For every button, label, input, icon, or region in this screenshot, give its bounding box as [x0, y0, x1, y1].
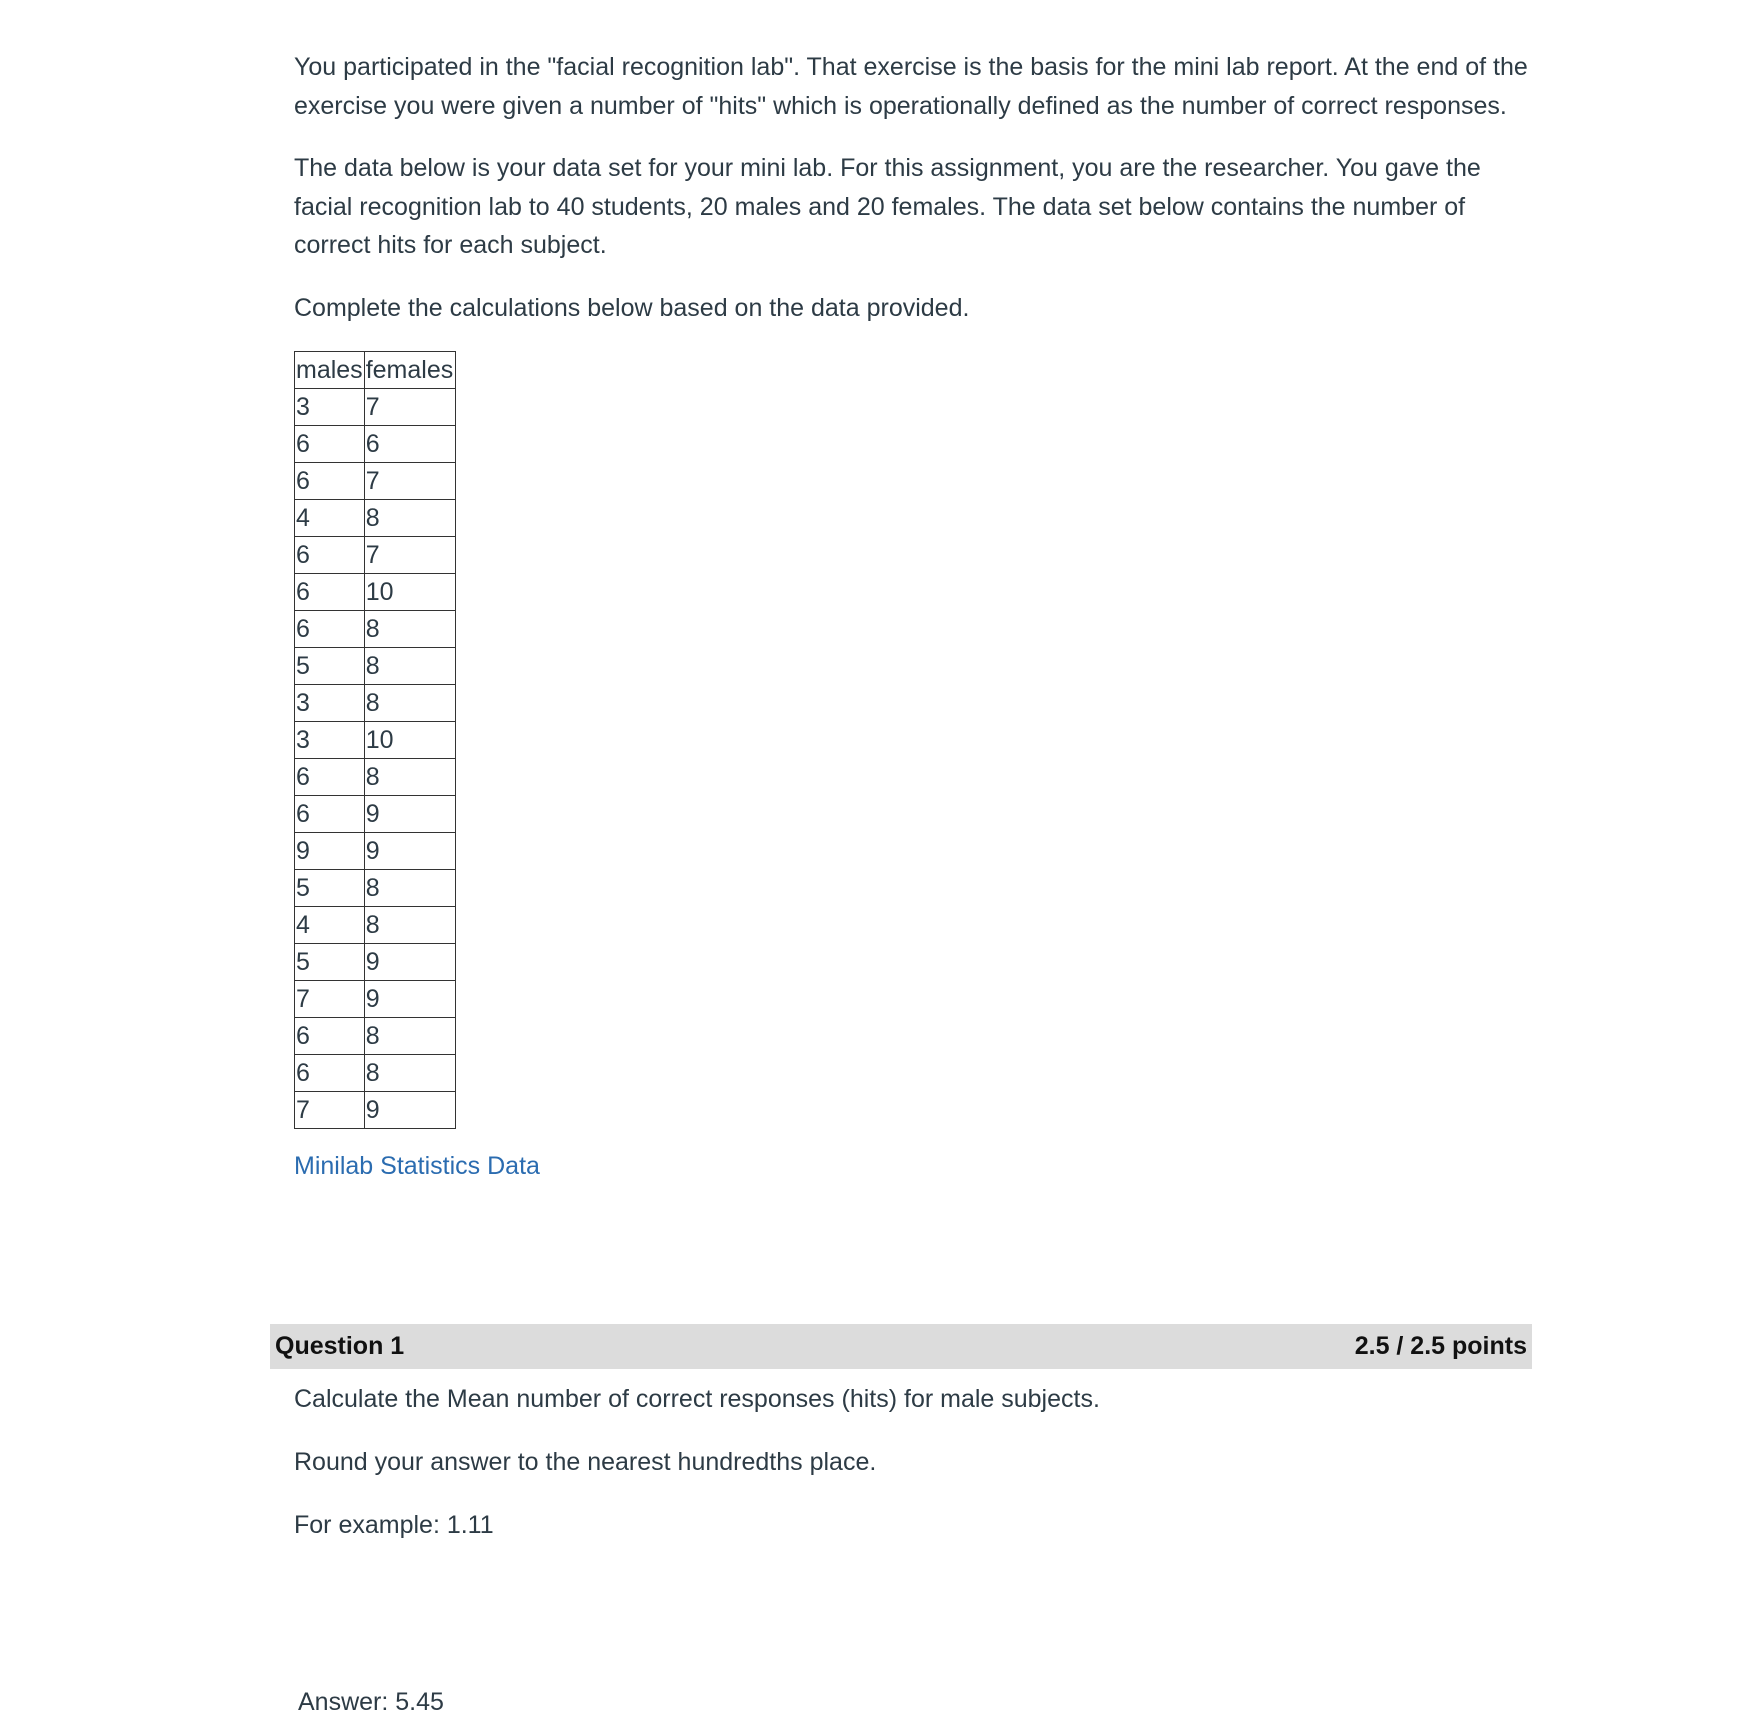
table-row [295, 426, 456, 463]
table-row [295, 833, 456, 870]
females-cell: 10 [364, 722, 455, 759]
column-header-males: males [295, 352, 365, 389]
males-cell: 6 [295, 463, 365, 500]
females-cell: 8 [364, 648, 455, 685]
males-cell: 6 [295, 574, 365, 611]
males-cell: 7 [295, 981, 365, 1018]
table-row [295, 870, 456, 907]
females-cell: 8 [364, 685, 455, 722]
table-row [295, 759, 456, 796]
table-row [295, 944, 456, 981]
minilab-statistics-data-link[interactable]: Minilab Statistics Data [294, 1152, 540, 1180]
females-cell: 7 [364, 537, 455, 574]
males-cell: 6 [295, 759, 365, 796]
intro-paragraph: You participated in the "facial recognition lab". That exercise is the basis for the mini lab report. At the end of the exercise you were given a number of "hits" which is operationally defined as the number of correct responses. [294, 53, 1528, 120]
table-row [295, 907, 456, 944]
intro-content [294, 48, 1534, 1186]
table-row [295, 463, 456, 500]
question-points: 2.5 / 2.5 points [1354, 1332, 1527, 1360]
females-cell: 8 [364, 870, 455, 907]
question-title: Question 1 [275, 1332, 405, 1360]
males-cell: 5 [295, 944, 365, 981]
table-row [295, 981, 456, 1018]
table-row [295, 685, 456, 722]
females-cell: 9 [364, 833, 455, 870]
females-cell: 8 [364, 1018, 455, 1055]
table-row [295, 537, 456, 574]
table-row [295, 611, 456, 648]
table-row [295, 389, 456, 426]
table-row [295, 722, 456, 759]
question-example: For example: 1.11 [294, 1511, 494, 1539]
table-row [295, 648, 456, 685]
females-cell: 8 [364, 611, 455, 648]
column-header-females: females [364, 352, 455, 389]
table-row [295, 1092, 456, 1129]
table-row [295, 1018, 456, 1055]
males-cell: 6 [295, 796, 365, 833]
table-body [295, 389, 456, 1129]
males-cell: 5 [295, 648, 365, 685]
females-cell: 8 [364, 759, 455, 796]
males-cell: 6 [295, 611, 365, 648]
males-cell: 9 [295, 833, 365, 870]
males-cell: 4 [295, 500, 365, 537]
question-text: Calculate the Mean number of correct responses (hits) for male subjects. [294, 1385, 1100, 1413]
table-row [295, 796, 456, 833]
females-cell: 6 [364, 426, 455, 463]
males-cell: 6 [295, 1055, 365, 1092]
females-cell: 7 [364, 463, 455, 500]
question-instruction: Round your answer to the nearest hundredths place. [294, 1448, 877, 1476]
females-cell: 8 [364, 1055, 455, 1092]
table-row [295, 1055, 456, 1092]
table-header-row [295, 352, 456, 389]
females-cell: 7 [364, 389, 455, 426]
females-cell: 9 [364, 1092, 455, 1129]
females-cell: 9 [364, 796, 455, 833]
answer-text: Answer: 5.45 [298, 1688, 444, 1716]
males-cell: 6 [295, 426, 365, 463]
males-cell: 3 [295, 685, 365, 722]
females-cell: 9 [364, 981, 455, 1018]
females-cell: 8 [364, 907, 455, 944]
males-cell: 5 [295, 870, 365, 907]
females-cell: 10 [364, 574, 455, 611]
females-cell: 9 [364, 944, 455, 981]
question-body [294, 1380, 1494, 1569]
table-row [295, 574, 456, 611]
females-cell: 8 [364, 500, 455, 537]
males-cell: 3 [295, 389, 365, 426]
intro-paragraph: The data below is your data set for your mini lab. For this assignment, you are the researcher. You gave the facial recognition lab to 40 students, 20 males and 20 females. The data set below contains the number of correct hits for each subject. [294, 154, 1481, 259]
question-header [270, 1324, 1532, 1369]
data-table [294, 351, 456, 1129]
males-cell: 3 [295, 722, 365, 759]
males-cell: 6 [295, 1018, 365, 1055]
males-cell: 7 [295, 1092, 365, 1129]
table-row [295, 500, 456, 537]
males-cell: 6 [295, 537, 365, 574]
intro-paragraph: Complete the calculations below based on the data provided. [294, 293, 970, 322]
males-cell: 4 [295, 907, 365, 944]
